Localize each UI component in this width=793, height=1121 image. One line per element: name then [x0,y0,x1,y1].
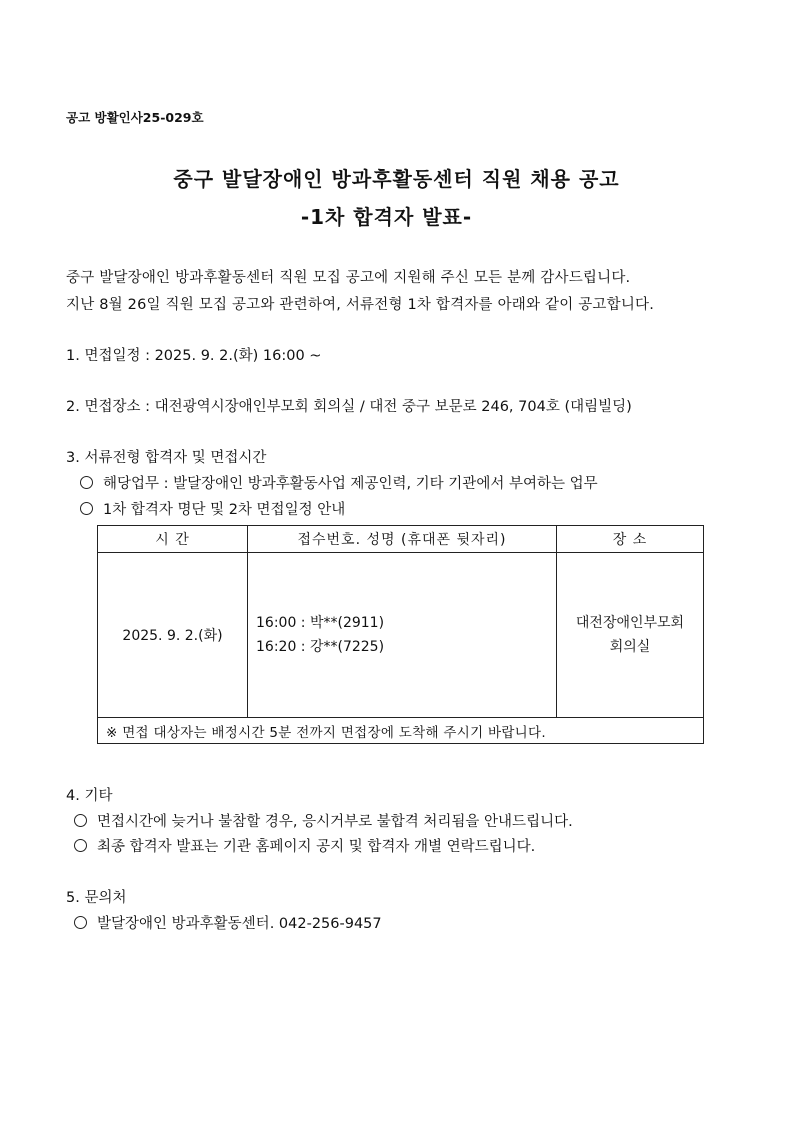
circle-bullet-icon [74,814,87,827]
section-interview-place: 2. 면접장소 : 대전광역시장애인부모회 회의실 / 대전 중구 보문로 246, 704호 (대림빌딩) [66,399,632,415]
bullet-text: 최종 합격자 발표는 기관 홈페이지 공지 및 합격자 개별 연락드립니다. [97,839,536,855]
applicant-entry: 16:00 : 박**(2911) [256,615,385,631]
document-title: 중구 발달장애인 방과후활동센터 직원 채용 공고 [173,167,620,191]
section-contact-heading: 5. 문의처 [66,890,127,906]
bullet-job-duty [80,472,598,493]
table-note-row [98,718,704,744]
bullet-contact [74,912,382,933]
circle-bullet-icon [80,476,93,489]
bullet-final-announcement [74,835,535,856]
place-line: 회의실 [609,639,651,655]
table-header-row [98,526,704,553]
bullet-text: 1차 합격자 명단 및 2차 면접일정 안내 [103,502,346,518]
circle-bullet-icon [74,916,87,929]
schedule-table [97,525,704,744]
circle-bullet-icon [74,839,87,852]
bullet-text: 발달장애인 방과후활동센터. 042-256-9457 [97,916,382,932]
table-row [98,553,704,718]
bullet-text: 면접시간에 늦거나 불참할 경우, 응시거부로 불합격 처리됨을 안내드립니다. [97,814,573,830]
section-interview-date: 1. 면접일정 : 2025. 9. 2.(화) 16:00 ~ [66,348,322,364]
applicant-entry: 16:20 : 강**(7225) [256,639,385,655]
interview-place-cell [557,553,704,718]
arrival-note: ※ 면접 대상자는 배정시간 5분 전까지 면접장에 도착해 주시기 바랍니다. [98,718,704,744]
header-time: 시 간 [98,526,248,553]
bullet-late-notice [74,810,573,831]
bullet-schedule-guide [80,498,345,519]
section-passers-heading: 3. 서류전형 합격자 및 면접시간 [66,450,267,466]
bullet-text: 해당업무 : 발달장애인 방과후활동사업 제공인력, 기타 기관에서 부여하는 업무 [103,476,598,492]
intro-line-2: 지난 8월 26일 직원 모집 공고와 관련하여, 서류전형 1차 합격자를 아래와 같이 공고합니다. [66,297,655,313]
intro-line-1: 중구 발달장애인 방과후활동센터 직원 모집 공고에 지원해 주신 모든 분께 감사드립니다. [66,270,631,286]
header-place: 장 소 [557,526,704,553]
applicant-list-cell [248,553,557,718]
interview-date-cell: 2025. 9. 2.(화) [98,553,248,718]
section-etc-heading: 4. 기타 [66,788,113,804]
notice-number: 공고 방활인사25-029호 [66,110,204,125]
document-subtitle: -1차 합격자 발표- [300,205,473,229]
place-line: 대전장애인부모회 [575,615,685,631]
circle-bullet-icon [80,502,93,515]
header-applicant: 접수번호. 성명 (휴대폰 뒷자리) [248,526,557,553]
